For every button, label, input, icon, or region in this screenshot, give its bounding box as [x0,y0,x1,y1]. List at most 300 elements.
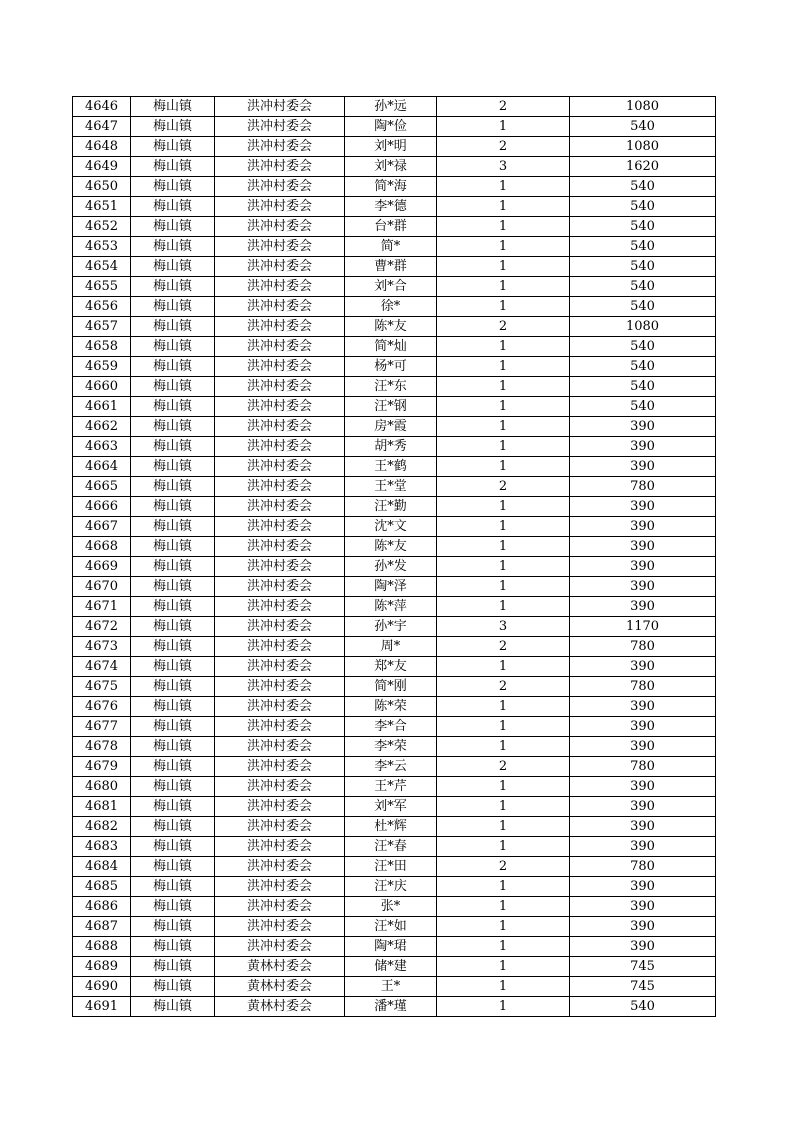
row-number-cell: 4647 [73,117,131,137]
town-cell: 梅山镇 [131,337,215,357]
table-row [73,137,716,157]
town-cell: 梅山镇 [131,757,215,777]
town-cell: 梅山镇 [131,437,215,457]
amount-cell: 390 [570,657,716,677]
count-cell: 1 [437,437,570,457]
village-cell: 洪冲村委会 [215,397,345,417]
town-cell: 梅山镇 [131,737,215,757]
row-number-cell: 4679 [73,757,131,777]
row-number-cell: 4649 [73,157,131,177]
amount-cell: 390 [570,577,716,597]
village-cell: 洪冲村委会 [215,677,345,697]
village-cell: 洪冲村委会 [215,537,345,557]
data-table [72,96,716,1017]
village-cell: 洪冲村委会 [215,797,345,817]
amount-cell: 780 [570,857,716,877]
name-cell: 沈*文 [345,517,437,537]
row-number-cell: 4660 [73,377,131,397]
town-cell: 梅山镇 [131,217,215,237]
village-cell: 洪冲村委会 [215,177,345,197]
count-cell: 1 [437,517,570,537]
town-cell: 梅山镇 [131,357,215,377]
village-cell: 洪冲村委会 [215,697,345,717]
row-number-cell: 4663 [73,437,131,457]
amount-cell: 390 [570,597,716,617]
table-row [73,437,716,457]
name-cell: 汪*勤 [345,497,437,517]
village-cell: 洪冲村委会 [215,597,345,617]
town-cell: 梅山镇 [131,697,215,717]
name-cell: 简* [345,237,437,257]
amount-cell: 390 [570,837,716,857]
town-cell: 梅山镇 [131,97,215,117]
amount-cell: 540 [570,377,716,397]
count-cell: 2 [437,477,570,497]
name-cell: 杨*可 [345,357,437,377]
name-cell: 王*芹 [345,777,437,797]
table-row [73,517,716,537]
town-cell: 梅山镇 [131,657,215,677]
town-cell: 梅山镇 [131,557,215,577]
count-cell: 3 [437,157,570,177]
row-number-cell: 4662 [73,417,131,437]
count-cell: 2 [437,637,570,657]
name-cell: 刘*明 [345,137,437,157]
village-cell: 洪冲村委会 [215,937,345,957]
table-row [73,377,716,397]
row-number-cell: 4678 [73,737,131,757]
count-cell: 1 [437,697,570,717]
amount-cell: 540 [570,257,716,277]
name-cell: 简*刚 [345,677,437,697]
row-number-cell: 4682 [73,817,131,837]
count-cell: 1 [437,217,570,237]
table-row [73,737,716,757]
count-cell: 1 [437,397,570,417]
amount-cell: 540 [570,397,716,417]
town-cell: 梅山镇 [131,157,215,177]
row-number-cell: 4677 [73,717,131,737]
row-number-cell: 4667 [73,517,131,537]
amount-cell: 745 [570,977,716,997]
name-cell: 李*云 [345,757,437,777]
table-row [73,237,716,257]
amount-cell: 780 [570,637,716,657]
name-cell: 陈*友 [345,317,437,337]
row-number-cell: 4661 [73,397,131,417]
table-row [73,797,716,817]
village-cell: 洪冲村委会 [215,777,345,797]
name-cell: 汪*田 [345,857,437,877]
town-cell: 梅山镇 [131,717,215,737]
town-cell: 梅山镇 [131,477,215,497]
row-number-cell: 4657 [73,317,131,337]
row-number-cell: 4681 [73,797,131,817]
name-cell: 简*海 [345,177,437,197]
village-cell: 洪冲村委会 [215,657,345,677]
name-cell: 郑*友 [345,657,437,677]
town-cell: 梅山镇 [131,997,215,1017]
row-number-cell: 4665 [73,477,131,497]
name-cell: 陶*珺 [345,937,437,957]
count-cell: 1 [437,797,570,817]
amount-cell: 390 [570,457,716,477]
village-cell: 洪冲村委会 [215,417,345,437]
town-cell: 梅山镇 [131,297,215,317]
village-cell: 洪冲村委会 [215,517,345,537]
count-cell: 1 [437,257,570,277]
row-number-cell: 4680 [73,777,131,797]
row-number-cell: 4652 [73,217,131,237]
amount-cell: 540 [570,337,716,357]
name-cell: 周* [345,637,437,657]
town-cell: 梅山镇 [131,457,215,477]
village-cell: 洪冲村委会 [215,377,345,397]
name-cell: 陶*俭 [345,117,437,137]
town-cell: 梅山镇 [131,597,215,617]
name-cell: 陈*荣 [345,697,437,717]
village-cell: 洪冲村委会 [215,437,345,457]
village-cell: 洪冲村委会 [215,737,345,757]
town-cell: 梅山镇 [131,177,215,197]
table-row [73,617,716,637]
name-cell: 杜*辉 [345,817,437,837]
row-number-cell: 4686 [73,897,131,917]
count-cell: 1 [437,117,570,137]
village-cell: 洪冲村委会 [215,117,345,137]
town-cell: 梅山镇 [131,497,215,517]
table-row [73,97,716,117]
count-cell: 1 [437,717,570,737]
count-cell: 1 [437,997,570,1017]
table-row [73,677,716,697]
row-number-cell: 4687 [73,917,131,937]
amount-cell: 390 [570,497,716,517]
village-cell: 洪冲村委会 [215,757,345,777]
table-row [73,637,716,657]
amount-cell: 540 [570,217,716,237]
amount-cell: 390 [570,737,716,757]
row-number-cell: 4664 [73,457,131,477]
count-cell: 1 [437,177,570,197]
village-cell: 洪冲村委会 [215,577,345,597]
name-cell: 房*霞 [345,417,437,437]
village-cell: 洪冲村委会 [215,477,345,497]
row-number-cell: 4651 [73,197,131,217]
table-row [73,777,716,797]
amount-cell: 390 [570,797,716,817]
amount-cell: 540 [570,997,716,1017]
village-cell: 洪冲村委会 [215,557,345,577]
count-cell: 1 [437,657,570,677]
town-cell: 梅山镇 [131,797,215,817]
table-row [73,357,716,377]
amount-cell: 390 [570,697,716,717]
village-cell: 洪冲村委会 [215,197,345,217]
count-cell: 1 [437,237,570,257]
amount-cell: 390 [570,537,716,557]
amount-cell: 540 [570,297,716,317]
village-cell: 洪冲村委会 [215,457,345,477]
village-cell: 洪冲村委会 [215,277,345,297]
amount-cell: 540 [570,177,716,197]
amount-cell: 780 [570,477,716,497]
table-row [73,557,716,577]
row-number-cell: 4656 [73,297,131,317]
amount-cell: 390 [570,417,716,437]
count-cell: 1 [437,417,570,437]
amount-cell: 540 [570,357,716,377]
table-row [73,317,716,337]
village-cell: 洪冲村委会 [215,237,345,257]
table-row [73,877,716,897]
count-cell: 1 [437,817,570,837]
count-cell: 1 [437,557,570,577]
count-cell: 1 [437,877,570,897]
name-cell: 陈*萍 [345,597,437,617]
table-row [73,537,716,557]
table-row [73,717,716,737]
town-cell: 梅山镇 [131,377,215,397]
table-row [73,857,716,877]
amount-cell: 780 [570,677,716,697]
count-cell: 2 [437,97,570,117]
row-number-cell: 4690 [73,977,131,997]
amount-cell: 390 [570,877,716,897]
count-cell: 1 [437,377,570,397]
table-row [73,837,716,857]
row-number-cell: 4653 [73,237,131,257]
amount-cell: 390 [570,937,716,957]
row-number-cell: 4671 [73,597,131,617]
name-cell: 孙*远 [345,97,437,117]
village-cell: 洪冲村委会 [215,257,345,277]
name-cell: 汪*钢 [345,397,437,417]
count-cell: 2 [437,677,570,697]
row-number-cell: 4688 [73,937,131,957]
row-number-cell: 4689 [73,957,131,977]
village-cell: 洪冲村委会 [215,337,345,357]
count-cell: 3 [437,617,570,637]
name-cell: 台*群 [345,217,437,237]
table-row [73,757,716,777]
name-cell: 王*堂 [345,477,437,497]
count-cell: 1 [437,737,570,757]
village-cell: 洪冲村委会 [215,617,345,637]
table-row [73,457,716,477]
village-cell: 洪冲村委会 [215,857,345,877]
count-cell: 1 [437,357,570,377]
row-number-cell: 4672 [73,617,131,637]
name-cell: 孙*宇 [345,617,437,637]
name-cell: 陶*泽 [345,577,437,597]
table-row [73,397,716,417]
name-cell: 简*灿 [345,337,437,357]
name-cell: 刘*军 [345,797,437,817]
row-number-cell: 4683 [73,837,131,857]
town-cell: 梅山镇 [131,417,215,437]
table-row [73,817,716,837]
name-cell: 汪*庆 [345,877,437,897]
amount-cell: 390 [570,777,716,797]
count-cell: 1 [437,337,570,357]
count-cell: 2 [437,857,570,877]
row-number-cell: 4659 [73,357,131,377]
count-cell: 1 [437,577,570,597]
village-cell: 洪冲村委会 [215,717,345,737]
table-body [73,97,716,1017]
count-cell: 1 [437,977,570,997]
town-cell: 梅山镇 [131,137,215,157]
table-row [73,277,716,297]
row-number-cell: 4669 [73,557,131,577]
town-cell: 梅山镇 [131,637,215,657]
name-cell: 李*德 [345,197,437,217]
amount-cell: 390 [570,917,716,937]
count-cell: 2 [437,137,570,157]
table-row [73,297,716,317]
table-row [73,157,716,177]
village-cell: 黄林村委会 [215,977,345,997]
table-row [73,957,716,977]
town-cell: 梅山镇 [131,517,215,537]
count-cell: 1 [437,497,570,517]
name-cell: 胡*秀 [345,437,437,457]
table-row [73,917,716,937]
village-cell: 洪冲村委会 [215,297,345,317]
village-cell: 洪冲村委会 [215,217,345,237]
amount-cell: 1080 [570,137,716,157]
town-cell: 梅山镇 [131,817,215,837]
amount-cell: 1080 [570,317,716,337]
town-cell: 梅山镇 [131,117,215,137]
name-cell: 储*建 [345,957,437,977]
count-cell: 1 [437,457,570,477]
table-row [73,117,716,137]
town-cell: 梅山镇 [131,257,215,277]
table-row [73,497,716,517]
town-cell: 梅山镇 [131,877,215,897]
amount-cell: 1170 [570,617,716,637]
table-row [73,977,716,997]
row-number-cell: 4648 [73,137,131,157]
table-row [73,657,716,677]
amount-cell: 390 [570,437,716,457]
name-cell: 刘*合 [345,277,437,297]
amount-cell: 540 [570,117,716,137]
town-cell: 梅山镇 [131,857,215,877]
town-cell: 梅山镇 [131,937,215,957]
name-cell: 张* [345,897,437,917]
village-cell: 洪冲村委会 [215,357,345,377]
amount-cell: 390 [570,817,716,837]
town-cell: 梅山镇 [131,577,215,597]
row-number-cell: 4654 [73,257,131,277]
town-cell: 梅山镇 [131,897,215,917]
amount-cell: 390 [570,557,716,577]
table-row [73,257,716,277]
count-cell: 1 [437,597,570,617]
row-number-cell: 4670 [73,577,131,597]
town-cell: 梅山镇 [131,537,215,557]
count-cell: 1 [437,277,570,297]
table-row [73,477,716,497]
town-cell: 梅山镇 [131,917,215,937]
village-cell: 洪冲村委会 [215,877,345,897]
village-cell: 洪冲村委会 [215,637,345,657]
name-cell: 汪*如 [345,917,437,937]
amount-cell: 540 [570,237,716,257]
name-cell: 孙*发 [345,557,437,577]
row-number-cell: 4650 [73,177,131,197]
town-cell: 梅山镇 [131,977,215,997]
count-cell: 1 [437,917,570,937]
count-cell: 1 [437,957,570,977]
table-row [73,337,716,357]
amount-cell: 540 [570,277,716,297]
row-number-cell: 4676 [73,697,131,717]
count-cell: 1 [437,777,570,797]
name-cell: 汪*东 [345,377,437,397]
table-row [73,897,716,917]
row-number-cell: 4684 [73,857,131,877]
table-row [73,997,716,1017]
row-number-cell: 4646 [73,97,131,117]
village-cell: 洪冲村委会 [215,917,345,937]
row-number-cell: 4673 [73,637,131,657]
town-cell: 梅山镇 [131,957,215,977]
row-number-cell: 4668 [73,537,131,557]
name-cell: 陈*友 [345,537,437,557]
row-number-cell: 4675 [73,677,131,697]
town-cell: 梅山镇 [131,237,215,257]
table-row [73,197,716,217]
town-cell: 梅山镇 [131,837,215,857]
table-row [73,417,716,437]
village-cell: 洪冲村委会 [215,97,345,117]
table-row [73,597,716,617]
name-cell: 潘*瑾 [345,997,437,1017]
amount-cell: 1620 [570,157,716,177]
village-cell: 洪冲村委会 [215,317,345,337]
count-cell: 2 [437,757,570,777]
village-cell: 黄林村委会 [215,997,345,1017]
table-row [73,177,716,197]
name-cell: 刘*禄 [345,157,437,177]
count-cell: 1 [437,837,570,857]
amount-cell: 390 [570,897,716,917]
village-cell: 洪冲村委会 [215,157,345,177]
town-cell: 梅山镇 [131,277,215,297]
village-cell: 黄林村委会 [215,957,345,977]
count-cell: 1 [437,297,570,317]
amount-cell: 390 [570,517,716,537]
amount-cell: 390 [570,717,716,737]
village-cell: 洪冲村委会 [215,837,345,857]
name-cell: 曹*群 [345,257,437,277]
count-cell: 2 [437,317,570,337]
town-cell: 梅山镇 [131,197,215,217]
row-number-cell: 4658 [73,337,131,357]
table-row [73,697,716,717]
town-cell: 梅山镇 [131,777,215,797]
name-cell: 汪*春 [345,837,437,857]
name-cell: 徐* [345,297,437,317]
count-cell: 1 [437,197,570,217]
row-number-cell: 4691 [73,997,131,1017]
amount-cell: 540 [570,197,716,217]
name-cell: 李*荣 [345,737,437,757]
